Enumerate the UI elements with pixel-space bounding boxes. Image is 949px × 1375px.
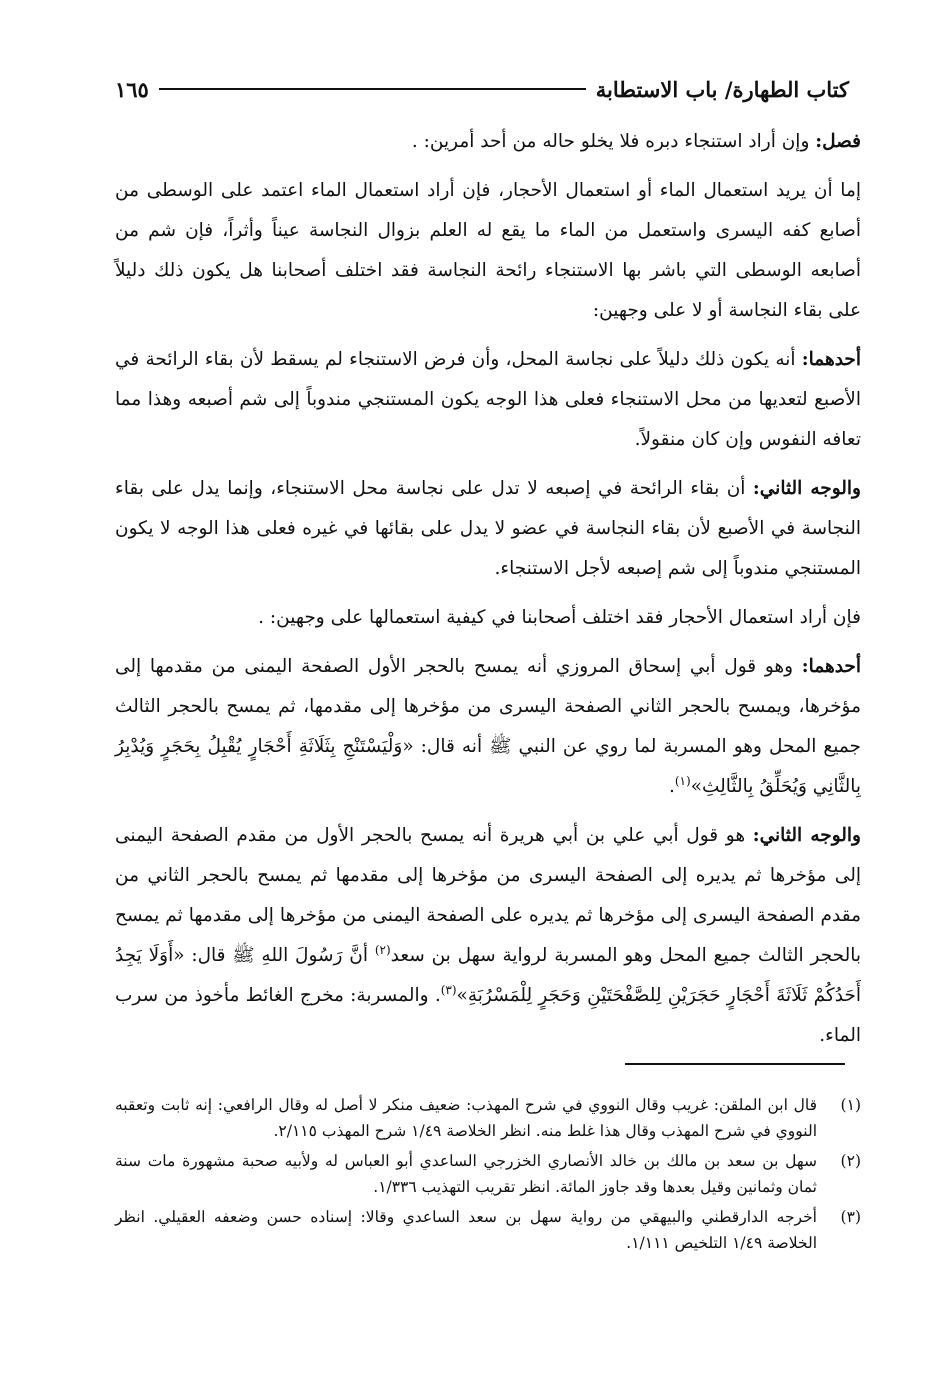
page-number: ١٦٥ — [115, 76, 149, 102]
footnote — [115, 1092, 861, 1144]
paragraph-text-middle: أنَّ رَسُولَ اللهِ ﷺ قال: «أَوَلَا يَجِدُ أَحَدُكُمْ ثَلَاثَةَ أَحْجَارٍ حَجَرَيْنِ لِلصَّفْحَتَيْنِ وَحَجَرٍ لِلْمَسْرُبَةِ» — [115, 945, 862, 1006]
footnote-reference: (٢) — [374, 942, 391, 957]
footnote-text: قال ابن الملقن: غريب وقال النووي في شرح المهذب: ضعيف منكر لا أصل له وقال الرافعي: إنه ثابت وتعقبه النووي في شرح المهذب وقال هذا غلط منه. انظر الخلاصة ١/٤٩ شرح المهذب ٢/١١٥. — [115, 1096, 817, 1140]
footnotes — [115, 1092, 861, 1260]
paragraph-text: إما أن يريد استعمال الماء أو استعمال الأحجار، فإن أراد استعمال الماء اعتمد على الوسطى من أصابع كفه اليسرى واستعمل من الماء ما يقع له العلم بزوال النجاسة عيناً وأثراً، فإن شم من أصابعه الوسطى التي باشر بها الاستنجاء رائحة النجاسة فقد اختلف أصحابنا هل يكون ذلك دليلاً على بقاء النجاسة أو لا على وجهين: — [115, 180, 861, 321]
footnote-reference: (٣) — [440, 982, 457, 997]
paragraph — [115, 816, 861, 1056]
paragraph-lead: أحدهما: — [801, 656, 861, 677]
footnote-text: سهل بن سعد بن مالك بن خالد الأنصاري الخزرجي الساعدي أبو العباس له ولأبيه صحبة مشهورة مات سنة ثمان وثمانين وقيل بعدها وقد جاوز المائة. انظر تقريب التهذيب ١/٣٣٦. — [115, 1152, 817, 1196]
paragraph-text: فإن أراد استعمال الأحجار فقد اختلف أصحابنا في كيفية استعمالها على وجهين: . — [258, 607, 861, 628]
footnote-number: (٣) — [840, 1208, 861, 1226]
page-header — [115, 72, 849, 106]
paragraph — [115, 340, 861, 460]
paragraph-text: وهو قول أبي إسحاق المروزي أنه يمسح بالحجر الأول الصفحة اليمنى من مقدمها إلى مؤخرها، ويمسح بالحجر الثاني الصفحة اليسرى من مؤخرها إلى مقدمها، ثم يمسح بالحجر الثالث جميع المحل وهو المسربة لما روي عن النبي ﷺ أنه قال: «وَلْيَسْتَنْجِ بِثَلَاثَةِ أَحْجَارٍ يُقْبِلُ بِحَجَرٍ وَيُدْبِرُ بِالثَّانِي وَيُحَلِّقُ بِالثَّالِثِ» — [115, 656, 861, 797]
paragraph — [115, 122, 861, 162]
paragraph-text-end: . — [668, 776, 675, 797]
paragraph-lead: أحدهما: — [801, 349, 861, 370]
header-rule — [159, 88, 586, 90]
footnote-number: (٢) — [840, 1152, 861, 1170]
footnote-text: أخرجه الدارقطني والبيهقي من رواية سهل بن سعد الساعدي وقالا: إسناده حسن وضعفه العقيلي. انظر الخلاصة ١/٤٩ التلخيص ١/١١١. — [115, 1208, 817, 1252]
chapter-title: كتاب الطهارة/ باب الاستطابة — [595, 76, 849, 102]
paragraph — [115, 598, 861, 638]
paragraph-lead: والوجه الثاني: — [752, 478, 861, 499]
paragraph — [115, 469, 861, 589]
paragraph — [115, 171, 861, 331]
paragraph-text: هو قول أبي علي بن أبي هريرة أنه يمسح بالحجر الأول من مقدم الصفحة اليمنى إلى مؤخرها ثم يديره إلى الصفحة اليسرى من مؤخرها إلى مقدمها ثم يمسح بالحجر الثاني من مقدم الصفحة اليسرى إلى مؤخرها ثم يديره على الصفحة اليمنى من مؤخرها إلى مقدمها ثم يمسح بالحجر الثالث جميع المحل وهو المسربة لرواية سهل بن سعد — [115, 825, 861, 966]
paragraph-text: أن بقاء الرائحة في إصبعه لا تدل على نجاسة محل الاستنجاء، وإنما يدل على بقاء النجاسة في الأصبع لأن بقاء النجاسة في عضو لا يدل على بقائها في غيره فعلى هذا الوجه لا يكون المستنجي مندوباً إلى شم إصبعه لأجل الاستنجاء. — [115, 478, 861, 579]
footnote-number: (١) — [840, 1096, 861, 1114]
paragraph-text-end: . والمسربة: مخرج الغائط مأخوذ من سرب الماء. — [115, 985, 861, 1046]
footnote-reference: (١) — [674, 773, 691, 788]
paragraph-lead: فصل: — [815, 131, 861, 152]
footnote — [115, 1148, 861, 1200]
main-text — [115, 122, 861, 1065]
footnote-separator — [625, 1063, 845, 1065]
paragraph-lead: والوجه الثاني: — [752, 825, 861, 846]
footnote — [115, 1204, 861, 1256]
paragraph — [115, 647, 861, 807]
paragraph-text: وإن أراد استنجاء دبره فلا يخلو حاله من أحد أمرين: . — [411, 131, 816, 152]
paragraph-text: أنه يكون ذلك دليلاً على نجاسة المحل، وأن فرض الاستنجاء لم يسقط لأن بقاء الرائحة في الأصبع لتعديها من محل الاستنجاء فعلى هذا الوجه يكون المستنجي مندوباً إلى شم أصبعه وهذا مما تعافه النفوس وإن كان منقولاً. — [115, 349, 861, 450]
